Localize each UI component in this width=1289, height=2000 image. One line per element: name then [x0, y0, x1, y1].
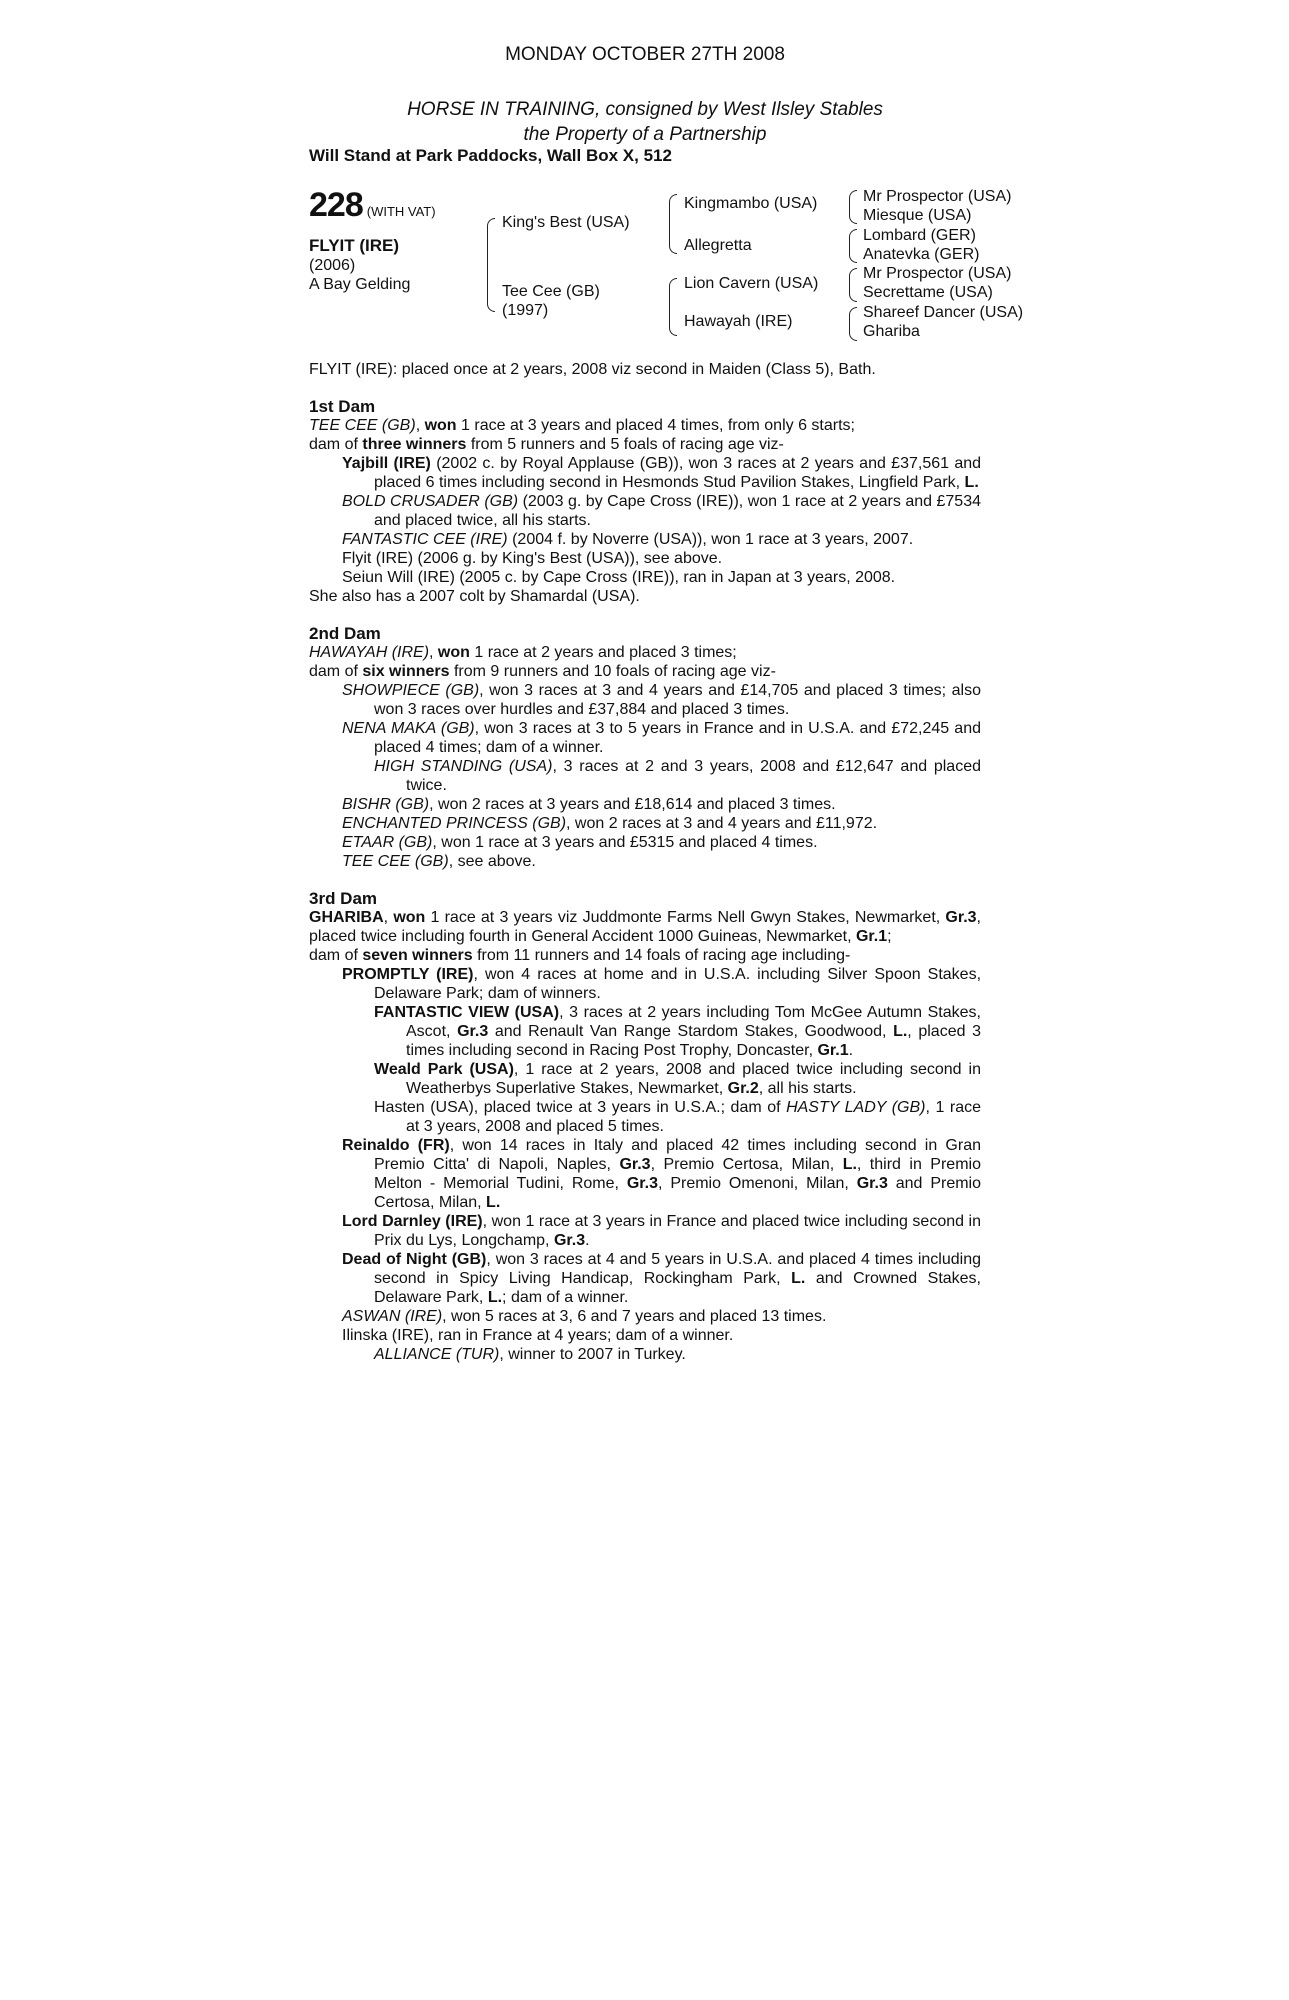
produce-entry: HIGH STANDING (USA), 3 races at 2 and 3 years, 2008 and £12,647 and placed twice.	[374, 758, 981, 794]
sale-date: MONDAY OCTOBER 27TH 2008	[505, 44, 785, 65]
lot-number: 228	[309, 186, 363, 224]
pedigree-sire-dam: Allegretta	[684, 237, 752, 254]
produce-entry: Lord Darnley (IRE), won 1 race at 3 years in France and placed twice including second in Prix du Lys, Longchamp, Gr.3.	[342, 1213, 982, 1249]
pedigree-dam: Tee Cee (GB)	[502, 283, 600, 300]
pedigree-ggdam-3: Secrettame (USA)	[863, 284, 993, 301]
pedigree-dam-dam: Hawayah (IRE)	[684, 313, 793, 330]
horse-name: FLYIT (IRE)	[309, 236, 400, 255]
third-dam-record: GHARIBA, won 1 race at 3 years viz Juddmonte Farms Nell Gwyn Stakes, Newmarket, Gr.3, placed twice including fourth in General Accident 1000 Guineas, Newmarket, Gr.1;	[309, 909, 981, 945]
consignment-note	[309, 97, 981, 147]
second-dam-record: HAWAYAH (IRE), won 1 race at 2 years and placed 3 times;	[309, 644, 737, 661]
pedigree-sire-sire: Kingmambo (USA)	[684, 195, 818, 212]
produce-entry: ASWAN (IRE), won 5 races at 3, 6 and 7 years and placed 13 times.	[342, 1308, 827, 1325]
produce-entry: Hasten (USA), placed twice at 3 years in U.S.A.; dam of HASTY LADY (GB), 1 race at 3 years, 2008 and placed 5 times.	[374, 1099, 982, 1135]
pedigree-ggsire-1: Mr Prospector (USA)	[863, 188, 1012, 205]
third-dam-produce: dam of seven winners from 11 runners and 14 foals of racing age including-	[309, 947, 851, 964]
produce-entry: BOLD CRUSADER (GB) (2003 g. by Cape Cross (IRE)), won 1 race at 2 years and £7534 and placed twice, all his starts.	[342, 493, 981, 529]
produce-entry: Reinaldo (FR), won 14 races in Italy and placed 42 times including second in Gran Premio Citta' di Napoli, Naples, Gr.3, Premio Certosa, Milan, L., third in Premio Melton - Memorial Tudini, Rome, Gr.3, Premio Omenoni, Milan, Gr.3 and Premio Certosa, Milan, L.	[342, 1137, 982, 1211]
pedigree-dam-year: (1997)	[502, 302, 549, 319]
produce-entry: ENCHANTED PRINCESS (GB), won 2 races at 3 and 4 years and £11,972.	[342, 815, 878, 832]
first-dam-record: TEE CEE (GB), won 1 race at 3 years and placed 4 times, from only 6 starts;	[309, 417, 855, 434]
lot-heading	[309, 186, 436, 225]
pedigree-dam-sire: Lion Cavern (USA)	[684, 275, 819, 292]
produce-entry: FANTASTIC VIEW (USA), 3 races at 2 years including Tom McGee Autumn Stakes, Ascot, Gr.3 and Renault Van Range Stardom Stakes, Goodwood, L., placed 3 times including second in Racing Post Trophy, Doncaster, Gr.1.	[374, 1004, 981, 1059]
produce-note: She also has a 2007 colt by Shamardal (USA).	[309, 588, 640, 605]
first-dam-heading: 1st Dam	[309, 397, 376, 416]
produce-entry: SHOWPIECE (GB), won 3 races at 3 and 4 years and £14,705 and placed 3 times; also won 3 races over hurdles and £37,884 and placed 3 times.	[342, 682, 981, 718]
pedigree-brace	[669, 278, 677, 336]
produce-entry: FANTASTIC CEE (IRE) (2004 f. by Noverre (USA)), won 1 race at 3 years, 2007.	[342, 531, 914, 548]
produce-entry: Seiun Will (IRE) (2005 c. by Cape Cross (IRE)), ran in Japan at 3 years, 2008.	[342, 569, 896, 586]
first-dam-produce: dam of three winners from 5 runners and 5 foals of racing age viz-	[309, 436, 784, 453]
second-dam-produce: dam of six winners from 9 runners and 10 foals of racing age viz-	[309, 663, 776, 680]
pedigree-ggsire-2: Lombard (GER)	[863, 227, 976, 244]
produce-entry: ETAAR (GB), won 1 race at 3 years and £5315 and placed 4 times.	[342, 834, 818, 851]
produce-entry: ALLIANCE (TUR), winner to 2007 in Turkey.	[374, 1346, 686, 1363]
produce-entry: PROMPTLY (IRE), won 4 races at home and in U.S.A. including Silver Spoon Stakes, Delaware Park; dam of winners.	[342, 966, 982, 1002]
pedigree-ggsire-4: Shareef Dancer (USA)	[863, 304, 1024, 321]
stand-location: Will Stand at Park Paddocks, Wall Box X, 512	[309, 146, 672, 165]
pedigree-brace	[669, 194, 677, 254]
produce-entry: BISHR (GB), won 2 races at 3 years and £18,614 and placed 3 times.	[342, 796, 836, 813]
pedigree-ggsire-3: Mr Prospector (USA)	[863, 265, 1012, 282]
produce-entry: TEE CEE (GB), see above.	[342, 853, 536, 870]
produce-entry: Yajbill (IRE) (2002 c. by Royal Applause (GB)), won 3 races at 2 years and £37,561 and placed 6 times including second in Hesmonds Stud Pavilion Stakes, Lingfield Park, L.	[342, 455, 982, 491]
third-dam-heading: 3rd Dam	[309, 889, 378, 908]
produce-entry: Ilinska (IRE), ran in France at 4 years; dam of a winner.	[342, 1327, 734, 1344]
produce-entry: NENA MAKA (GB), won 3 races at 3 to 5 years in France and in U.S.A. and £72,245 and placed 4 times; dam of a winner.	[342, 720, 981, 756]
pedigree-brace	[487, 218, 495, 312]
pedigree-brace	[849, 190, 857, 224]
second-dam-heading: 2nd Dam	[309, 624, 381, 643]
pedigree-ggdam-1: Miesque (USA)	[863, 207, 972, 224]
pedigree-brace	[849, 268, 857, 302]
pedigree-brace	[849, 307, 857, 341]
consignor-line: HORSE IN TRAINING, consigned by West Ilsley Stables	[407, 99, 883, 120]
pedigree-ggdam-4: Ghariba	[863, 323, 920, 340]
vat-note: (WITH VAT)	[366, 204, 436, 219]
horse-description: A Bay Gelding	[309, 276, 411, 293]
horse-year: (2006)	[309, 257, 356, 274]
produce-entry: Dead of Night (GB), won 3 races at 4 and 5 years in U.S.A. and placed 4 times including second in Spicy Living Handicap, Rockingham Park, L. and Crowned Stakes, Delaware Park, L.; dam of a winner.	[342, 1251, 982, 1306]
race-summary: FLYIT (IRE): placed once at 2 years, 2008 viz second in Maiden (Class 5), Bath.	[309, 361, 876, 378]
pedigree-brace	[849, 229, 857, 263]
ownership-line: the Property of a Partnership	[523, 124, 767, 145]
produce-entry: Flyit (IRE) (2006 g. by King's Best (USA)), see above.	[342, 550, 723, 567]
pedigree-notes	[309, 360, 981, 1364]
pedigree-ggdam-2: Anatevka (GER)	[863, 246, 980, 263]
produce-entry: Weald Park (USA), 1 race at 2 years, 2008 and placed twice including second in Weatherbys Superlative Stakes, Newmarket, Gr.2, all his starts.	[374, 1061, 982, 1097]
pedigree-sire: King's Best (USA)	[502, 214, 630, 231]
